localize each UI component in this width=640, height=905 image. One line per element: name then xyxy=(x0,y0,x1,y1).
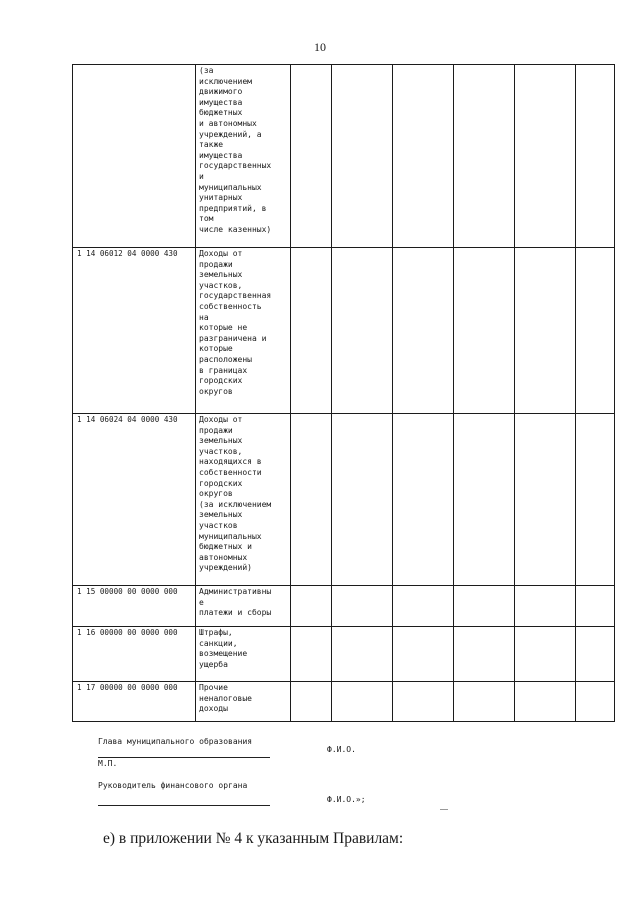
value-cell xyxy=(515,627,576,682)
value-cell xyxy=(393,414,454,586)
value-cell xyxy=(332,682,393,722)
table-row xyxy=(73,627,615,682)
row-code: 1 14 06012 04 0000 430 xyxy=(73,248,196,414)
value-cell xyxy=(291,586,332,627)
row-name: Доходы от продажи земельных участков, находящихся в собственности городских округов (за исключением земельных участков муниципальных бюджетных и автономных учреждений) xyxy=(196,414,291,586)
table-row xyxy=(73,682,615,722)
income-table xyxy=(72,64,615,722)
value-cell xyxy=(576,682,615,722)
value-cell xyxy=(576,586,615,627)
value-cell xyxy=(454,586,515,627)
head-fio: Ф.И.О. xyxy=(327,745,356,754)
value-cell xyxy=(332,414,393,586)
value-cell xyxy=(454,682,515,722)
value-cell xyxy=(576,627,615,682)
row-name: (за исключением движимого имущества бюджетных и автономных учреждений, а также имущества государственных и муниципальных унитарных предприятий, в том числе казенных) xyxy=(196,65,291,248)
row-code: 1 17 00000 00 0000 000 xyxy=(73,682,196,722)
table-row xyxy=(73,414,615,586)
value-cell xyxy=(393,682,454,722)
row-name: Доходы от продажи земельных участков, государственная собственность на которые не разграничена и которые расположены в границах городских округов xyxy=(196,248,291,414)
value-cell xyxy=(393,627,454,682)
value-cell xyxy=(291,248,332,414)
table-row xyxy=(73,248,615,414)
value-cell xyxy=(291,627,332,682)
row-name: Административны е платежи и сборы xyxy=(196,586,291,627)
value-cell xyxy=(576,248,615,414)
value-cell xyxy=(332,586,393,627)
value-cell xyxy=(291,414,332,586)
value-cell xyxy=(515,586,576,627)
head-signature-label: Глава муниципального образования xyxy=(98,737,253,746)
row-name: Прочие неналоговые доходы xyxy=(196,682,291,722)
value-cell xyxy=(332,627,393,682)
finance-signature-line xyxy=(98,805,270,806)
page-number: 10 xyxy=(314,40,326,54)
value-cell xyxy=(393,65,454,248)
value-cell xyxy=(291,65,332,248)
row-code: 1 14 06024 04 0000 430 xyxy=(73,414,196,586)
value-cell xyxy=(515,682,576,722)
value-cell xyxy=(454,414,515,586)
amendment-text: е) в приложении № 4 к указанным Правилам: xyxy=(103,830,404,847)
value-cell xyxy=(576,414,615,586)
value-cell xyxy=(454,627,515,682)
finance-fio: Ф.И.О.»; xyxy=(327,795,366,804)
value-cell xyxy=(515,248,576,414)
value-cell xyxy=(454,65,515,248)
value-cell xyxy=(576,65,615,248)
finance-signature-label: Руководитель финансового органа xyxy=(98,781,248,790)
row-code xyxy=(73,65,196,248)
scan-mark xyxy=(440,809,448,810)
value-cell xyxy=(332,65,393,248)
row-code: 1 16 00000 00 0000 000 xyxy=(73,627,196,682)
value-cell xyxy=(393,248,454,414)
value-cell xyxy=(515,414,576,586)
row-name: Штрафы, санкции, возмещение ущерба xyxy=(196,627,291,682)
table-row xyxy=(73,65,615,248)
value-cell xyxy=(332,248,393,414)
head-signature-line xyxy=(98,757,270,758)
value-cell xyxy=(291,682,332,722)
stamp-label: М.П. xyxy=(98,759,118,768)
value-cell xyxy=(393,586,454,627)
row-code: 1 15 00000 00 0000 000 xyxy=(73,586,196,627)
table-row xyxy=(73,586,615,627)
value-cell xyxy=(515,65,576,248)
value-cell xyxy=(454,248,515,414)
